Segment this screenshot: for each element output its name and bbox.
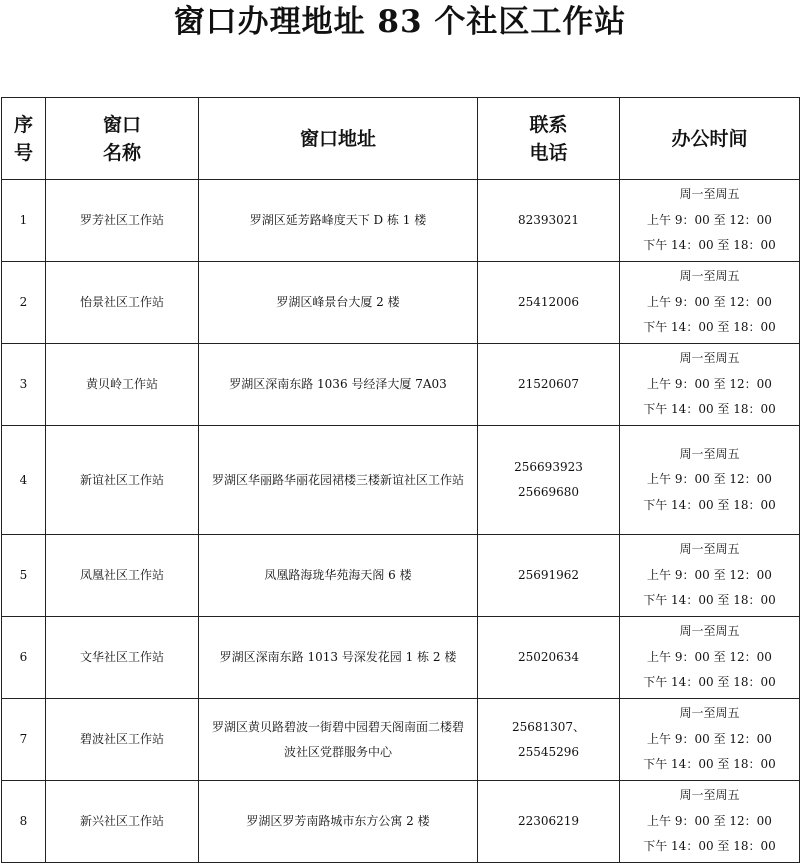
header-office-hours: 办公时间 bbox=[620, 98, 800, 180]
row-address: 罗湖区深南东路 1036 号经泽大厦 7A03 bbox=[199, 344, 478, 426]
row-phone: 256693923 25669680 bbox=[478, 426, 620, 535]
table-header-row bbox=[2, 98, 800, 180]
row-name: 新兴社区工作站 bbox=[46, 781, 199, 863]
row-seq: 6 bbox=[2, 617, 46, 699]
row-hours: 周一至周五 上午 9：00 至 12：00 下午 14：00 至 18：00 bbox=[620, 262, 800, 344]
row-seq: 1 bbox=[2, 180, 46, 262]
row-phone: 21520607 bbox=[478, 344, 620, 426]
table-row bbox=[2, 426, 800, 535]
row-hours: 周一至周五 上午 9：00 至 12：00 下午 14：00 至 18：00 bbox=[620, 535, 800, 617]
row-seq: 3 bbox=[2, 344, 46, 426]
table-row bbox=[2, 180, 800, 262]
row-address: 凤凰路海珑华苑海天阁 6 楼 bbox=[199, 535, 478, 617]
row-hours: 周一至周五 上午 9：00 至 12：00 下午 14：00 至 18：00 bbox=[620, 617, 800, 699]
row-phone: 25020634 bbox=[478, 617, 620, 699]
row-address: 罗湖区黄贝路碧波一街碧中园碧天阁南面二楼碧波社区党群服务中心 bbox=[199, 699, 478, 781]
row-hours: 周一至周五 上午 9：00 至 12：00 下午 14：00 至 18：00 bbox=[620, 699, 800, 781]
row-hours: 周一至周五 上午 9：00 至 12：00 下午 14：00 至 18：00 bbox=[620, 180, 800, 262]
table-row bbox=[2, 781, 800, 863]
row-address: 罗湖区延芳路峰度天下 D 栋 1 楼 bbox=[199, 180, 478, 262]
table-row bbox=[2, 262, 800, 344]
header-window-address: 窗口地址 bbox=[199, 98, 478, 180]
header-contact-phone: 联系 电话 bbox=[478, 98, 620, 180]
row-address: 罗湖区罗芳南路城市东方公寓 2 楼 bbox=[199, 781, 478, 863]
table-row bbox=[2, 535, 800, 617]
header-window-name: 窗口 名称 bbox=[46, 98, 199, 180]
page-title: 窗口办理地址 83 个社区工作站 bbox=[173, 4, 627, 40]
table-row bbox=[2, 699, 800, 781]
row-address: 罗湖区深南东路 1013 号深发花园 1 栋 2 楼 bbox=[199, 617, 478, 699]
table-row bbox=[2, 344, 800, 426]
row-phone: 25681307、 25545296 bbox=[478, 699, 620, 781]
window-address-table bbox=[1, 97, 800, 863]
row-phone: 25412006 bbox=[478, 262, 620, 344]
row-seq: 7 bbox=[2, 699, 46, 781]
row-seq: 5 bbox=[2, 535, 46, 617]
row-name: 文华社区工作站 bbox=[46, 617, 199, 699]
row-seq: 8 bbox=[2, 781, 46, 863]
row-name: 凤凰社区工作站 bbox=[46, 535, 199, 617]
row-name: 新谊社区工作站 bbox=[46, 426, 199, 535]
row-hours: 周一至周五 上午 9：00 至 12：00 下午 14：00 至 18：00 bbox=[620, 781, 800, 863]
row-name: 黄贝岭工作站 bbox=[46, 344, 199, 426]
table-row bbox=[2, 617, 800, 699]
header-seq: 序 号 bbox=[2, 98, 46, 180]
row-phone: 22306219 bbox=[478, 781, 620, 863]
row-phone: 25691962 bbox=[478, 535, 620, 617]
row-address: 罗湖区华丽路华丽花园裙楼三楼新谊社区工作站 bbox=[199, 426, 478, 535]
row-hours: 周一至周五 上午 9：00 至 12：00 下午 14：00 至 18：00 bbox=[620, 344, 800, 426]
row-name: 碧波社区工作站 bbox=[46, 699, 199, 781]
row-seq: 4 bbox=[2, 426, 46, 535]
row-name: 罗芳社区工作站 bbox=[46, 180, 199, 262]
row-hours: 周一至周五 上午 9：00 至 12：00 下午 14：00 至 18：00 bbox=[620, 426, 800, 535]
row-address: 罗湖区峰景台大厦 2 楼 bbox=[199, 262, 478, 344]
row-phone: 82393021 bbox=[478, 180, 620, 262]
row-name: 怡景社区工作站 bbox=[46, 262, 199, 344]
row-seq: 2 bbox=[2, 262, 46, 344]
